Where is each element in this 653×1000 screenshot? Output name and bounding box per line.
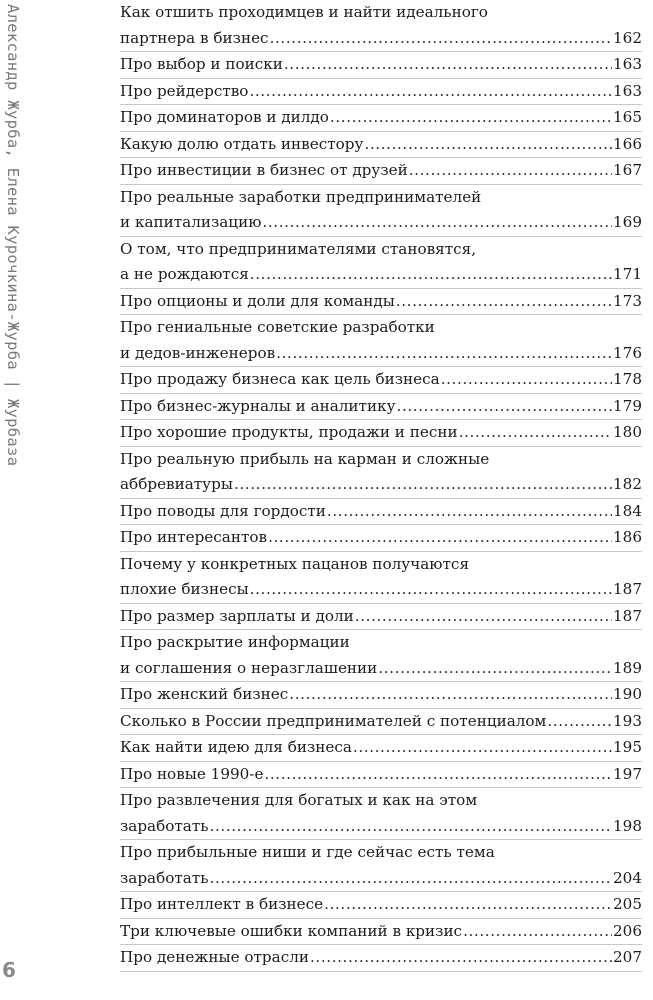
toc-entry-row [120,341,642,368]
dot-leader [249,79,612,105]
toc-entry-title-line: Про хорошие продукты, продажи и песни [120,423,458,441]
toc-entry-title-line: О том, что предпринимателями становятся, [120,239,477,258]
dot-leader [268,525,612,551]
dot-leader [378,656,612,682]
toc-entry-row [120,892,642,919]
toc-entry[interactable] [120,604,642,631]
toc-entry[interactable] [120,709,642,736]
toc-entry-title-line: Про денежные отрасли [120,948,309,966]
toc-entry-page-number: 176 [613,343,642,362]
dot-leader [250,262,612,288]
toc-entry-row [120,262,642,289]
toc-entry[interactable] [120,447,642,499]
toc-entry-page-number: 204 [613,868,642,887]
toc-entry-row [120,656,642,683]
dot-leader [250,577,612,603]
toc-entry-page-number: 187 [613,580,642,598]
dot-leader [210,814,612,840]
toc-entry-title-line: плохие бизнесы [120,580,249,598]
page-number: 6 [2,958,16,982]
toc-entry[interactable] [120,420,642,447]
toc-entry-title-line: Про инвестиции в бизнес от друзей [120,161,408,179]
toc-entry-title-line: Про рейдерство [120,81,249,100]
toc-entry-page-number: 165 [613,108,642,126]
toc-entry-row [120,604,642,631]
dot-leader [441,367,612,393]
toc-entry-page-number: 184 [613,501,642,520]
toc-entry[interactable] [120,237,642,289]
toc-entry-page-number: 207 [613,948,642,966]
toc-entry-row [120,577,642,604]
toc-entry[interactable] [120,552,642,604]
toc-entry-title-line: Как найти идею для бизнеса [120,738,352,756]
toc-entry-row [120,735,642,762]
toc-entry-row [120,132,642,159]
toc-entry-row [120,945,642,972]
toc-entry-page-number: 178 [613,370,642,388]
dot-leader [284,52,612,78]
toc-entry[interactable] [120,840,642,892]
toc-entry[interactable] [120,892,642,919]
toc-entry-title-line: и дедов-инженеров [120,343,276,362]
toc-entry-row [120,52,642,79]
dot-leader [396,289,612,315]
dot-leader [330,105,612,131]
dot-leader [397,394,612,420]
toc-entry-row [120,289,642,316]
dot-leader [264,762,612,788]
toc-entry-title-line: заработать [120,868,209,887]
dot-leader [234,472,612,498]
toc-entry[interactable] [120,499,642,526]
toc-entry[interactable] [120,630,642,682]
toc-entry-page-number: 166 [613,134,642,153]
toc-entry-title-line: Про реальные заработки предпринимателей [120,187,482,206]
toc-entry-title-line: Про размер зарплаты и доли [120,606,354,625]
dot-leader [210,866,612,892]
toc-entry[interactable] [120,762,642,789]
toc-entry-row [120,367,642,394]
toc-entry-page-number: 189 [613,658,642,677]
toc-entry-page-number: 193 [613,711,642,730]
toc-entry[interactable] [120,105,642,132]
dot-leader [270,26,612,52]
toc-entry-row [120,472,642,499]
toc-entry-title-line: Про бизнес-журналы и аналитику [120,396,396,415]
toc-entry-title-line: Про новые 1990-е [120,764,264,783]
dot-leader [289,682,612,708]
toc-entry-page-number: 180 [613,423,642,441]
toc-entry-page-number: 182 [613,475,642,493]
toc-entry-title-line: Про выбор и поиски [120,55,283,73]
toc-entry-title-line: партнера в бизнес [120,28,269,47]
toc-entry-page-number: 169 [613,213,642,231]
toc-entry-row [120,919,642,946]
toc-entry-title-line: заработать [120,816,209,835]
table-of-contents [120,0,642,972]
toc-entry[interactable] [120,0,642,52]
toc-entry-row [120,26,642,53]
toc-entry-row [120,394,642,421]
toc-entry-row [120,158,642,185]
toc-entry-title-line: Про доминаторов и дилдо [120,108,329,126]
toc-entry-title-line: Про интеллект в бизнесе [120,895,324,913]
dot-leader [262,210,612,236]
toc-entry[interactable] [120,367,642,394]
dot-leader [364,132,612,158]
toc-entry-row [120,814,642,841]
dot-leader [459,420,612,446]
toc-entry[interactable] [120,289,642,316]
toc-entry[interactable] [120,132,642,159]
toc-entry-title-line: Про реальную прибыль на карман и сложные [120,449,490,468]
toc-entry[interactable] [120,919,642,946]
toc-entry-page-number: 197 [613,764,642,783]
toc-entry-page-number: 205 [613,895,642,913]
toc-entry-row [120,499,642,526]
toc-entry-title-line: Три ключевые ошибки компаний в кризис [120,921,463,940]
toc-entry[interactable] [120,315,642,367]
toc-entry[interactable] [120,394,642,421]
toc-entry-title-line: Про развлечения для богатых и как на этом [120,791,478,809]
dot-leader [276,341,612,367]
toc-entry-page-number: 167 [613,161,642,179]
toc-entry-row [120,762,642,789]
toc-entry-title-line: и капитализацию [120,213,262,231]
toc-entry-row [120,866,642,893]
toc-entry-page-number: 163 [613,81,642,100]
toc-entry-page-number: 187 [613,606,642,625]
running-header-text: Александр Журба, Елена Курочкина-Журба | Журбаза [4,4,22,467]
toc-entry-row [120,525,642,552]
toc-entry-title-line: а не рождаются [120,265,249,283]
toc-entry-row [120,210,642,237]
toc-entry-page-number: 171 [613,265,642,283]
toc-entry-page-number: 163 [613,55,642,73]
toc-entry-title-line: Сколько в России предпринимателей с потенциалом [120,711,547,730]
toc-entry-row [120,79,642,106]
toc-entry-title-line: Про прибыльные ниши и где сейчас есть тема [120,843,495,861]
dot-leader [310,945,612,971]
toc-entry-title-line: Про раскрытие информации [120,633,350,651]
toc-entry-title-line: Почему у конкретных пацанов получаются [120,554,470,573]
toc-entry-page-number: 195 [613,738,642,756]
toc-entry[interactable] [120,525,642,552]
toc-entry[interactable] [120,945,642,972]
toc-entry[interactable] [120,52,642,79]
dot-leader [409,158,612,184]
toc-entry-title-line: Про интересантов [120,528,268,546]
toc-entry-row [120,709,642,736]
toc-entry-page-number: 162 [613,28,642,47]
toc-entry-title-line: Какую долю отдать инвестору [120,134,364,153]
toc-entry-row [120,420,642,447]
toc-entry-title-line: аббревиатуры [120,475,233,493]
toc-entry-title-line: и соглашения о неразглашении [120,658,378,677]
dot-leader [353,735,612,761]
dot-leader [547,709,612,735]
dot-leader [463,919,612,945]
spine-header [0,0,26,630]
toc-entry-page-number: 206 [613,921,642,940]
toc-entry-row [120,682,642,709]
dot-leader [355,604,612,630]
toc-entry[interactable] [120,788,642,840]
toc-entry[interactable] [120,185,642,237]
toc-entry-page-number: 198 [613,816,642,835]
toc-entry-page-number: 179 [613,396,642,415]
toc-entry-title-line: Про продажу бизнеса как цель бизнеса [120,370,440,388]
toc-entry-title-line: Про поводы для гордости [120,501,326,520]
toc-entry-title-line: Про гениальные советские разработки [120,318,435,336]
toc-entry[interactable] [120,79,642,106]
dot-leader [327,499,612,525]
toc-entry-page-number: 186 [613,528,642,546]
toc-entry[interactable] [120,735,642,762]
toc-entry[interactable] [120,158,642,185]
toc-entry-page-number: 190 [613,685,642,703]
toc-entry-title-line: Как отшить проходимцев и найти идеального [120,3,488,21]
toc-entry[interactable] [120,682,642,709]
toc-entry-title-line: Про опционы и доли для команды [120,291,395,310]
toc-entry-title-line: Про женский бизнес [120,685,289,703]
dot-leader [324,892,612,918]
toc-entry-page-number: 173 [613,291,642,310]
toc-entry-row [120,105,642,132]
